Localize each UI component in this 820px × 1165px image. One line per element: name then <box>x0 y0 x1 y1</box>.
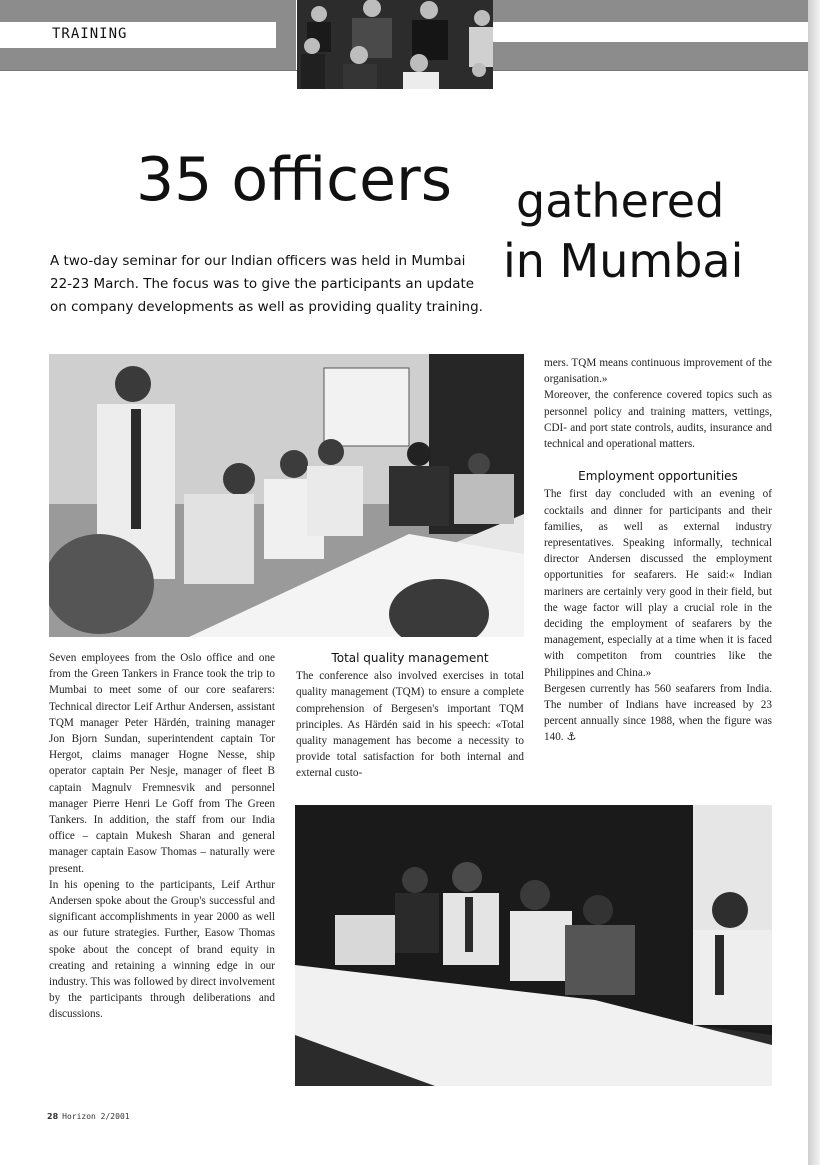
headline-in-mumbai: in Mumbai <box>503 234 744 288</box>
header-band-right-inset <box>493 22 820 42</box>
page-footer <box>47 1112 130 1121</box>
headline-gathered: gathered <box>516 174 725 228</box>
column-2 <box>296 650 524 782</box>
column-1 <box>49 650 275 1023</box>
col3-paragraph-4-text: Bergesen currently has 560 seafarers from India. The number of Indians have increased by 23 percent annually since 1988, when the figure was 140. <box>544 682 772 744</box>
intro-paragraph: A two-day seminar for our Indian officers was held in Mumbai 22-23 March. The focus was to give the participants an update on company developments as well as providing quality training. <box>50 253 483 315</box>
col2-paragraph-1: The conference also involved exercises in total quality management (TQM) to ensure a complete comprehension of Bergesen's important TQM principles. As Härdén said in his speech: «Total quality management has become a necessity to provide total satisfaction for both internal and external custo- <box>296 670 524 780</box>
col3-subhead: Employment opportunities <box>578 469 738 484</box>
section-tab <box>0 22 276 48</box>
seminar-photo-1 <box>49 354 524 637</box>
col3-paragraph-1: mers. TQM means continuous improvement of the organisation.» <box>544 357 772 386</box>
headline-main: 35 officers <box>136 145 452 215</box>
issue-label: Horizon 2/2001 <box>62 1112 130 1121</box>
column-3 <box>544 355 772 746</box>
page-number: 28 <box>47 1112 59 1121</box>
anchor-logo-icon: ⚓ <box>566 730 577 744</box>
col3-paragraph-3: The first day concluded with an evening of cocktails and dinner for participants and their families, as well as external industry representatives. Speaking informally, technical director Andersen discussed the employment opportunities for seafarers. He said:« Indian mariners are certainly very good in their field, but the wage factor will play a crucial role in the deciding the employment of seafarers by the management, especially at a time when it is faced with competiton from countries like the Philippines and China.» <box>544 488 772 679</box>
page-edge-shadow <box>808 0 820 1165</box>
col3-paragraph-2: Moreover, the conference covered topics such as personnel policy and training matters, vettings, CDI- and port state controls, audits, insurance and technical and operational matters. <box>544 389 772 451</box>
col3-paragraph-4 <box>544 681 772 746</box>
col1-paragraph-2: In his opening to the participants, Leif Arthur Andersen spoke about the Group's successful and significant accomplishments in year 2000 as well as our future strategies. Further, Easow Thomas spoke about the concept of brand equity in creating and retaining a winning edge in our industry. This was followed by direct involvement by the participants through deliberations and discussions. <box>49 878 275 1021</box>
seminar-photo-2 <box>295 805 772 1086</box>
section-label: TRAINING <box>52 26 128 42</box>
col2-subhead: Total quality management <box>331 651 489 665</box>
header-photo <box>297 0 493 89</box>
col1-paragraph-1: Seven employees from the Oslo office and one from the Green Tankers in France took the trip to Mumbai to meet some of our core seafarers: Technical director Leif Arthur Andersen, assistant TQM manager Peter Härdén, training manager Jon Bjorn Sundan, superintendent captain Tor Hergot, claims manager Hogne Nesse, ship operator captain Per Nesje, manager of fleet B captain Magnulv Fremnesvik and personnel manager Pierre Henri Le Goff from The Green Tankers. In addition, the staff from our India office – captain Mukesh Sharan and general manager captain Easow Thomas – naturally were present. <box>49 652 275 875</box>
